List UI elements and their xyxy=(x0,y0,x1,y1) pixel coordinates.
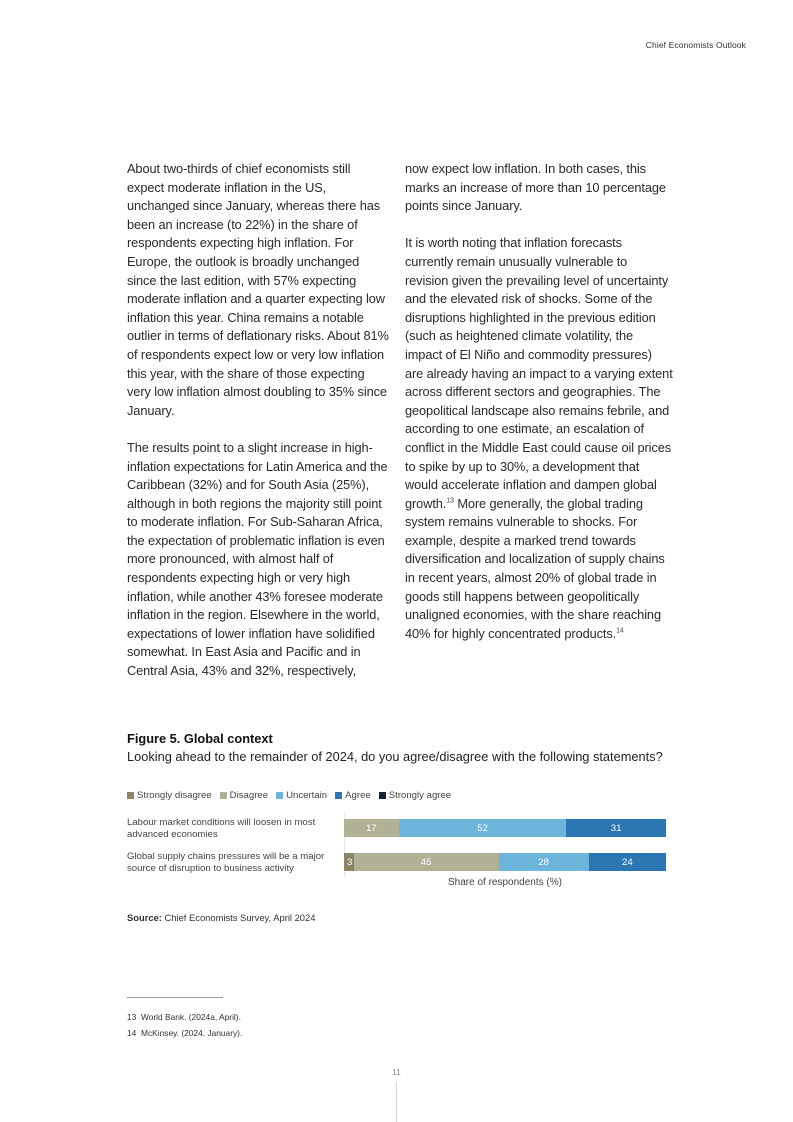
source-label: Source: xyxy=(127,912,162,923)
bar-segment: 3 xyxy=(344,853,354,871)
legend-item xyxy=(379,790,451,801)
paragraph-text: More generally, the global trading system remains vulnerable to shocks. For example, despite a marked trend towards diversification and localization of supply chains in recent years, almost 20% of global trade in goods still happens between geopolitically unaligned economies, with the share reaching 40% for highly concentrated products. xyxy=(405,495,665,641)
bar-segment: 17 xyxy=(344,819,399,837)
chart-bar-row xyxy=(344,853,666,871)
footnote-ref[interactable]: 13 xyxy=(446,497,454,505)
page-number: 11 xyxy=(392,1067,401,1077)
legend-label: Agree xyxy=(345,790,371,801)
footnote-text: McKinsey. (2024, January). xyxy=(140,1028,243,1038)
bar-segment: 31 xyxy=(566,819,666,837)
paragraph-text: It is worth noting that inflation forecasts currently remain unusually vulnerable to revision given the prevailing level of uncertainty and the elevated risk of shocks. Some of the disruptions highlighted in the previous edition (such as heightened climate volatility, the impact of El Niño and commodity pressures) are already having an impact to a varying extent across different sectors and geographies. The geopolitical landscape also remains febrile, and according to one estimate, an escalation of conflict in the Middle East could cause oil prices to spike by up to 30%, a development that would accelerate inflation and dampen global growth. xyxy=(405,235,673,511)
running-header: Chief Economists Outlook xyxy=(645,40,746,50)
footnote-number: 14 xyxy=(127,1028,137,1038)
bar-segment: 52 xyxy=(399,819,566,837)
chart-row-label: Global supply chains pressures will be a major source of disruption to business activity xyxy=(127,851,325,874)
bar-segment: 45 xyxy=(354,853,499,871)
paragraph xyxy=(405,234,673,643)
legend-swatch-icon xyxy=(220,792,227,799)
paragraph: now expect low inflation. In both cases, this marks an increase of more than 10 percentage points since January. xyxy=(405,161,666,214)
page-divider xyxy=(396,1082,397,1122)
footnote xyxy=(127,1028,242,1038)
figure-source xyxy=(127,912,315,923)
figure-subtitle: Looking ahead to the remainder of 2024, do you agree/disagree with the following statements? xyxy=(127,749,663,764)
bar-segment: 28 xyxy=(499,853,589,871)
body-right-column xyxy=(405,160,673,662)
footnote-number: 13 xyxy=(127,1012,137,1022)
paragraph: The results point to a slight increase in high-inflation expectations for Latin America and the Caribbean (32%) and for South Asia (25%), although in both regions the majority still point to moderate inflation. For Sub-Saharan Africa, the expectation of problematic inflation is even more pronounced, with almost half of respondents expecting high or very high inflation, while another 43% foresee moderate inflation in the region. Elsewhere in the world, expectations of lower inflation have solidified somewhat. In East Asia and Pacific and in Central Asia, 43% and 32%, respectively, xyxy=(127,439,388,679)
legend-label: Strongly agree xyxy=(388,790,452,801)
legend-item xyxy=(127,790,212,801)
figure-title: Figure 5. Global context xyxy=(127,731,273,746)
legend-label: Uncertain xyxy=(286,790,328,801)
legend-swatch-icon xyxy=(335,792,342,799)
legend-item xyxy=(335,790,371,801)
legend-swatch-icon xyxy=(276,792,283,799)
footnote-text: World Bank. (2024a, April). xyxy=(140,1012,241,1022)
source-text: Chief Economists Survey, April 2024 xyxy=(161,912,316,923)
legend-label: Strongly disagree xyxy=(137,790,212,801)
legend-item xyxy=(220,790,268,801)
footnote xyxy=(127,1012,241,1022)
chart-row-label: Labour market conditions will loosen in most advanced economies xyxy=(127,817,316,840)
paragraph: About two-thirds of chief economists still expect moderate inflation in the US, unchanged since January, whereas there has been an increase (to 22%) in the share of respondents expecting high inflation. For Europe, the outlook is broadly unchanged since the last edition, with 57% expecting moderate inflation and a quarter expecting low inflation this year. China remains a notable outlier in terms of deflationary risks. About 81% of respondents expect low or very low inflation this year, with the share of those expecting very low inflation almost doubling to 35% since January. xyxy=(127,161,389,418)
chart-x-axis-label: Share of respondents (%) xyxy=(448,877,562,888)
chart-legend xyxy=(127,790,459,801)
chart-bar-row xyxy=(344,819,666,837)
legend-swatch-icon xyxy=(127,792,134,799)
legend-item xyxy=(276,790,327,801)
footnote-ref[interactable]: 14 xyxy=(616,627,624,635)
body-left-column xyxy=(127,160,389,699)
bar-segment: 24 xyxy=(589,853,666,871)
legend-label: Disagree xyxy=(229,790,269,801)
footnote-divider xyxy=(127,997,223,998)
legend-swatch-icon xyxy=(379,792,386,799)
